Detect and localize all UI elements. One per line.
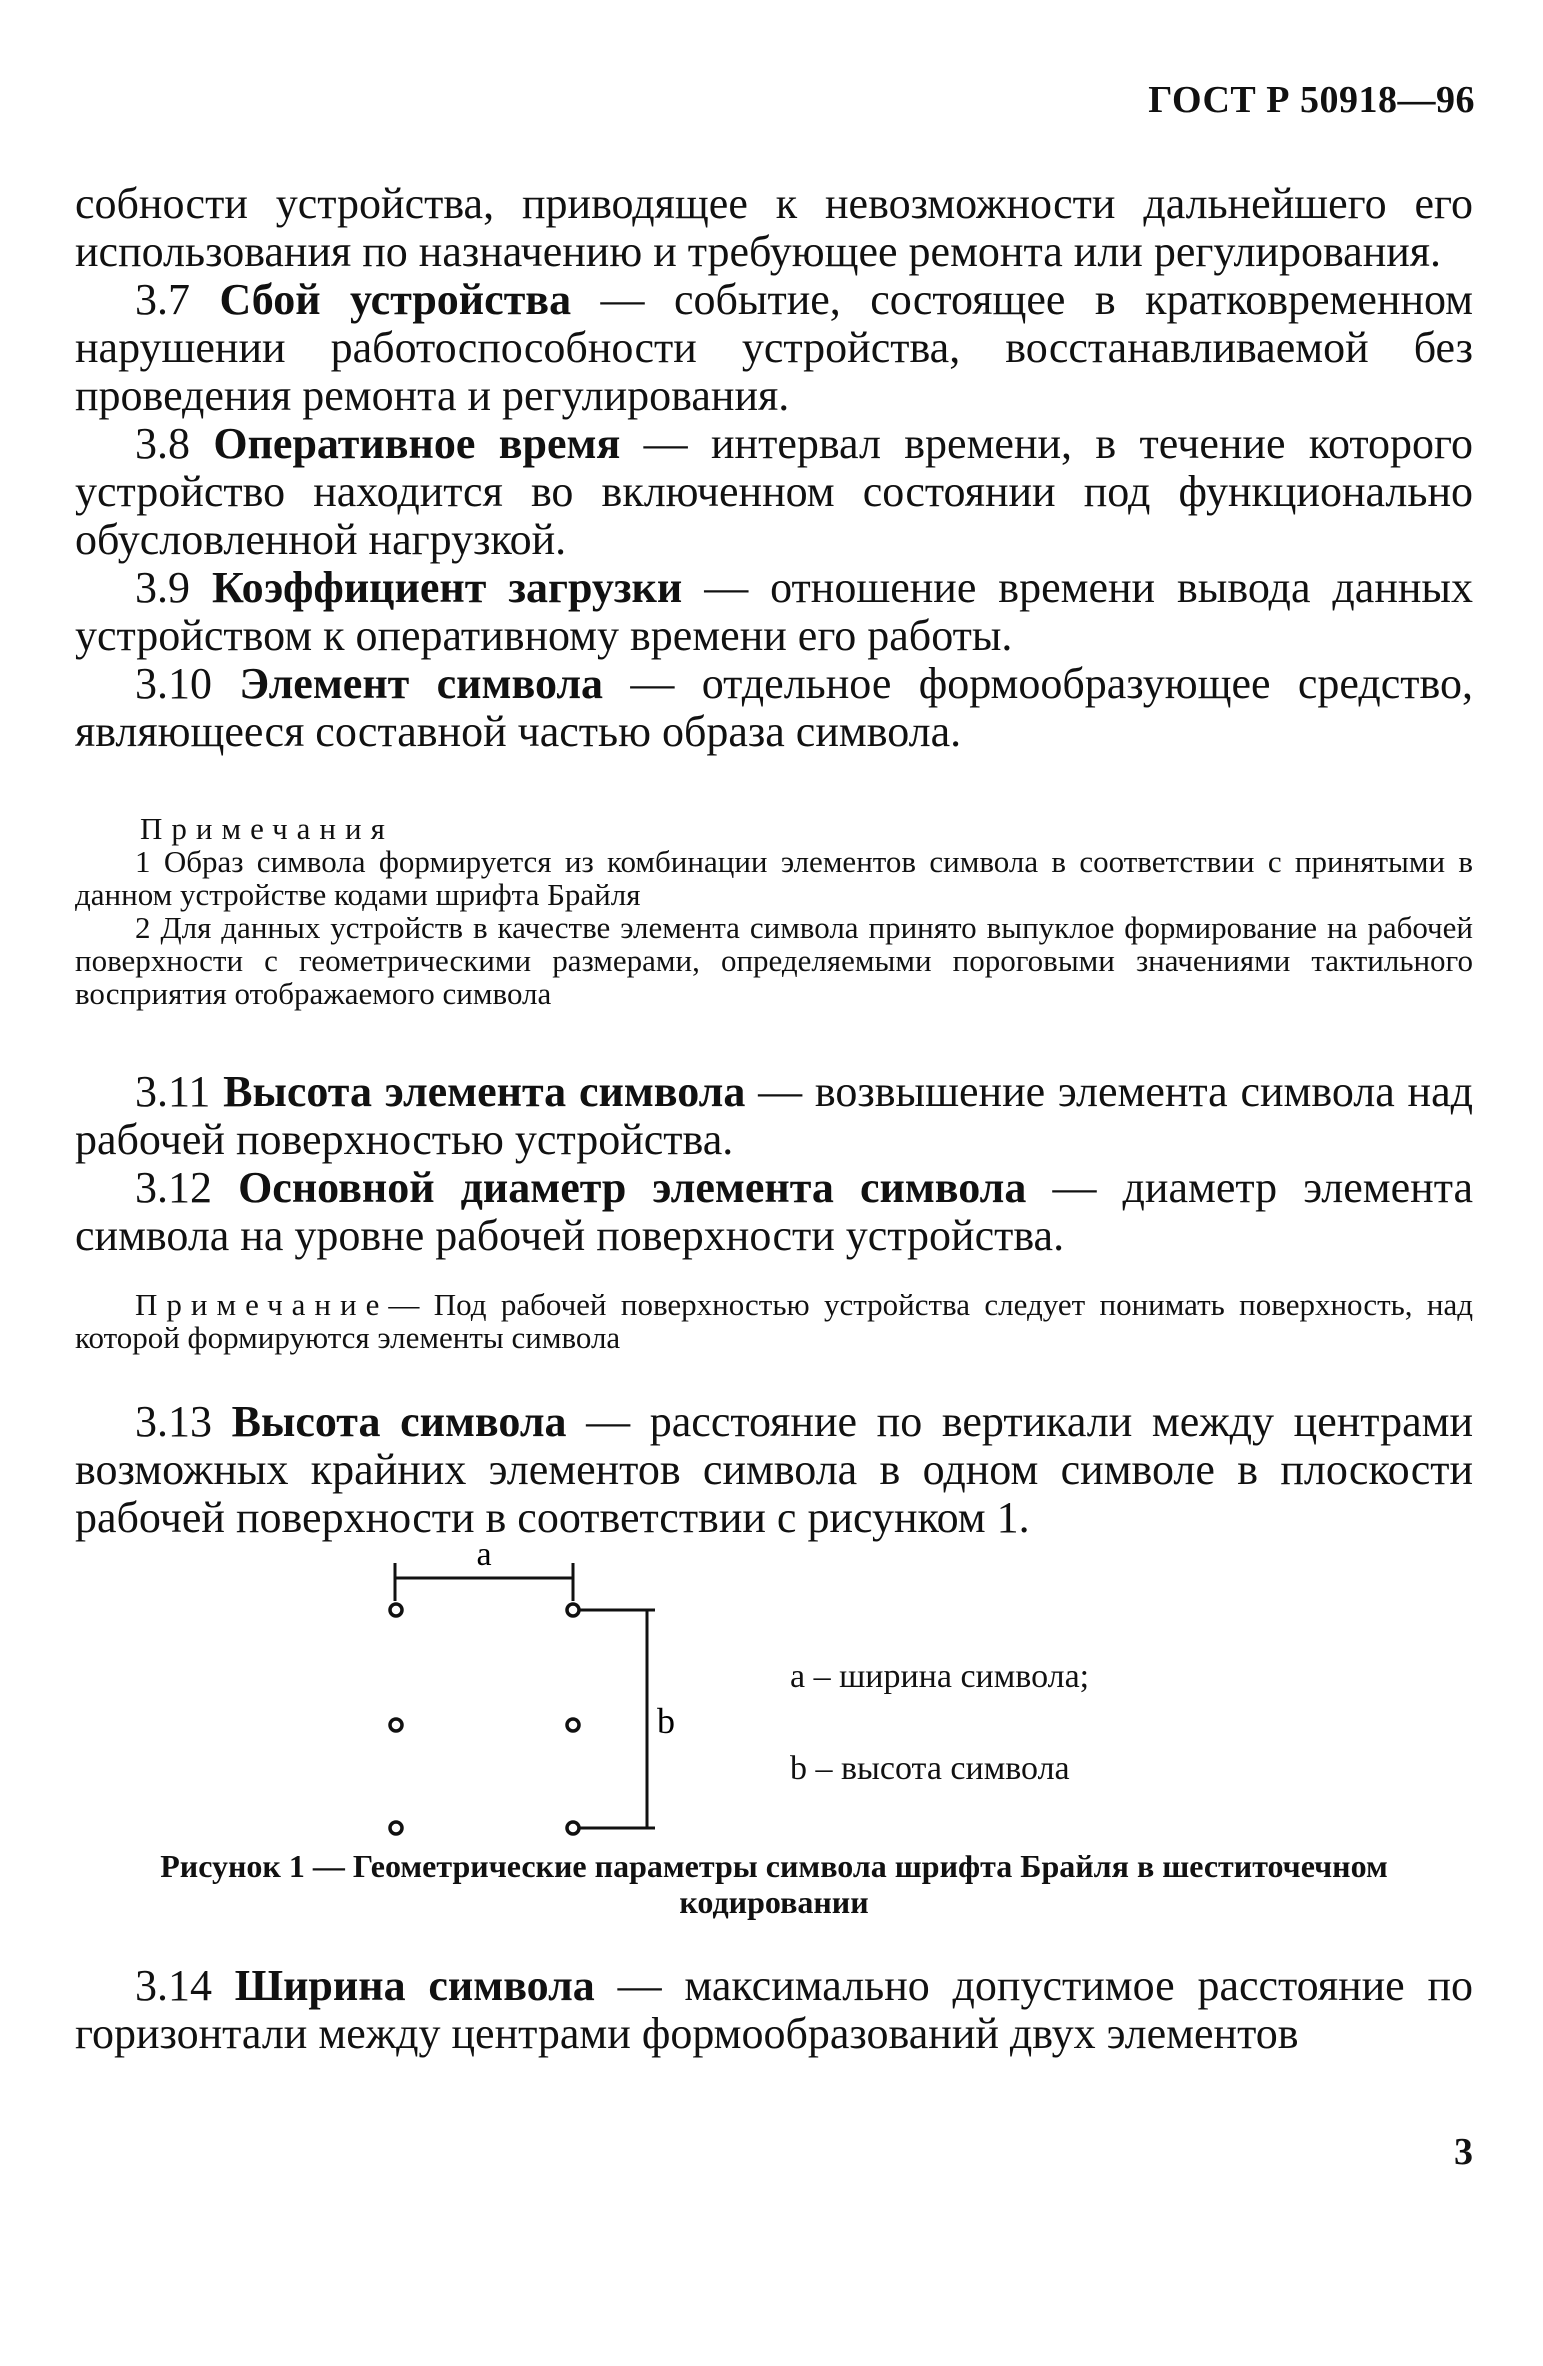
single-note-paragraph [75, 1288, 1473, 1354]
clause-term: Сбой устройства [219, 275, 572, 324]
clause-number: 3.11 [135, 1067, 211, 1116]
clause-term: Оперативное время [213, 419, 621, 468]
clause-3-8 [75, 420, 1473, 564]
clause-definition: — расстояние по вертикали между центрами возможных крайних элементов символа в одном символе в плоскости рабочей поверхности в соответствии с рисунком 1. [75, 1397, 1473, 1542]
clause-number: 3.9 [135, 563, 190, 612]
clause-term: Основной диаметр элемента символа [238, 1163, 1027, 1212]
clause-term: Элемент символа [239, 659, 604, 708]
page-number: 3 [1454, 2131, 1473, 2173]
legend-height: b – высота символа [790, 1750, 1070, 1787]
clause-definition: — отдельное формообразующее средство, являющееся составной частью образа символа. [75, 659, 1474, 756]
clause-3-10 [75, 660, 1473, 756]
clause-3-11 [75, 1068, 1473, 1164]
legend-width: a – ширина символа; [790, 1658, 1090, 1695]
clause-3-14 [75, 1962, 1473, 2058]
clause-definition: — отношение времени вывода данных устройством к оперативному времени его работы. [75, 563, 1473, 660]
dimension-label-a: a [476, 1536, 492, 1573]
document-header-id: ГОСТ Р 50918—96 [1148, 79, 1475, 121]
clause-definition: — интервал времени, в течение которого устройство находится во включенном состоянии под функционально обусловленной нагрузкой. [75, 419, 1473, 564]
clause-3-9 [75, 564, 1473, 660]
clause-term: Высота символа [231, 1397, 567, 1446]
clause-definition: — максимально допустимое расстояние по горизонтали между центрами формообразований двух элементов [75, 1961, 1474, 2058]
note-2: 2 Для данных устройств в качестве элемента символа принято выпуклое формирование на рабочей поверхности с геометрическими размерами, определяемыми пороговыми значениями тактильного восприятия отображаемого символа [75, 910, 1473, 1011]
clause-3-12 [75, 1164, 1473, 1260]
paragraph-continuation: собности устройства, приводящее к невозможности дальнейшего его использования по назначению и требующее ремонта или регулирования. [75, 179, 1473, 276]
main-text-block-2 [75, 1068, 1473, 1260]
dimension-label-b: b [657, 1701, 675, 1741]
single-note [75, 1288, 1473, 1354]
main-text-block-3 [75, 1398, 1473, 1542]
clause-number: 3.10 [135, 659, 212, 708]
braille-dot [567, 1719, 579, 1731]
braille-dot [390, 1604, 402, 1616]
braille-dot [390, 1719, 402, 1731]
clause-definition: — событие, состоящее в кратковременном нарушении работоспособности устройства, восстанавливаемой без проведения ремонта и регулирования. [75, 275, 1474, 420]
main-text-block-4 [75, 1962, 1473, 2058]
clause-3-13 [75, 1398, 1473, 1542]
clause-3-7 [75, 276, 1473, 420]
clause-number: 3.13 [135, 1397, 212, 1446]
single-note-text: — Под рабочей поверхностью устройства следует понимать поверхность, над которой формируются элементы символа [75, 1287, 1473, 1355]
clause-number: 3.8 [135, 419, 190, 468]
clause-term: Коэффициент загрузки [211, 563, 683, 612]
notes-label: Примечания [140, 811, 394, 846]
clause-definition: — диаметр элемента символа на уровне рабочей поверхности устройства. [75, 1163, 1473, 1260]
braille-dot [567, 1604, 579, 1616]
clause-term: Ширина символа [234, 1961, 595, 2010]
clause-number: 3.7 [135, 275, 190, 324]
clause-number: 3.14 [135, 1961, 212, 2010]
note-1: 1 Образ символа формируется из комбинации элементов символа в соответствии с принятыми в данном устройстве кодами шрифта Брайля [75, 844, 1473, 912]
braille-dot [567, 1822, 579, 1834]
braille-cell-diagram [360, 1535, 740, 1845]
single-note-label: Примечание [135, 1287, 389, 1322]
notes-block [75, 812, 1473, 1010]
figure-caption: Рисунок 1 — Геометрические параметры символа шрифта Брайля в шеститочечном кодировании [160, 1848, 1388, 1920]
clause-number: 3.12 [135, 1163, 212, 1212]
clause-term: Высота элемента символа [223, 1067, 746, 1116]
clause-definition: — возвышение элемента символа над рабочей поверхностью устройства. [75, 1067, 1474, 1164]
main-text-block-1 [75, 180, 1473, 756]
braille-dot [390, 1822, 402, 1834]
